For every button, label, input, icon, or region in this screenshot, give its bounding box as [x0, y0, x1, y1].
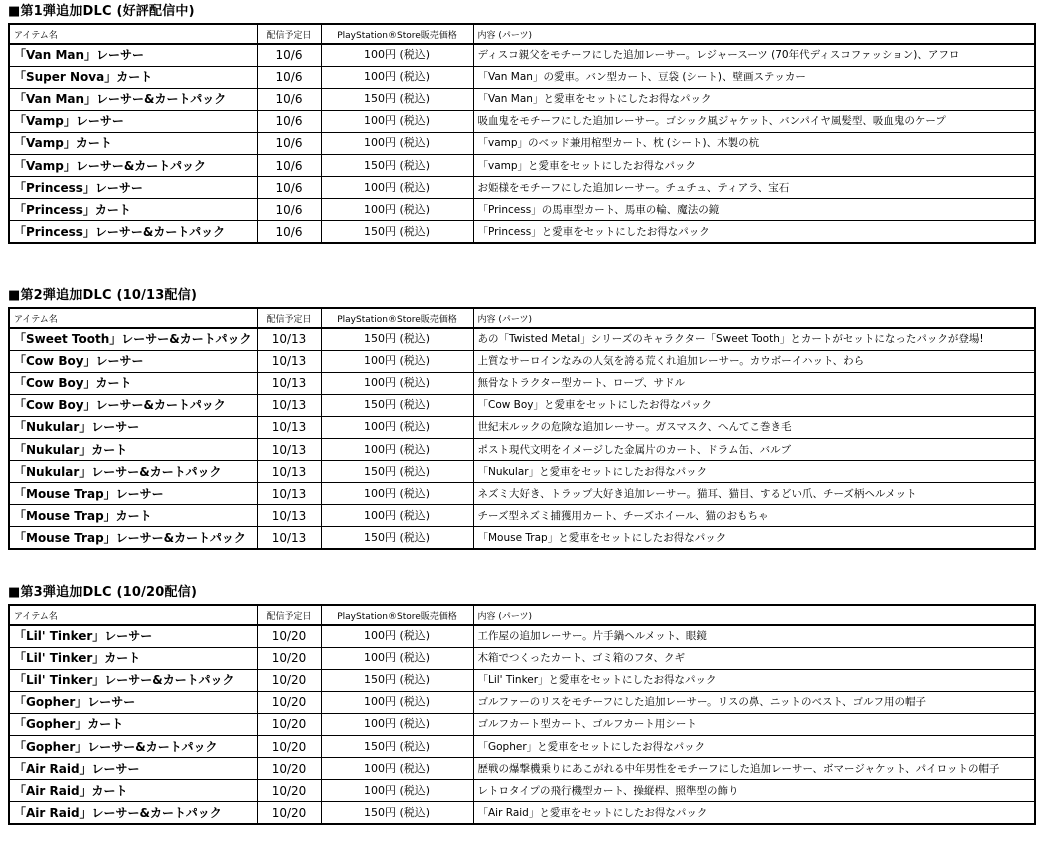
price-cell: 100円 (税込) [321, 44, 473, 66]
contents-cell: 工作屋の追加レーサー。片手鍋ヘルメット、眼鏡 [473, 625, 1035, 647]
dlc-table [8, 307, 1036, 550]
release-date-cell: 10/13 [257, 416, 321, 438]
item-name-cell: 「Mouse Trap」カート [9, 505, 257, 527]
header-release-date: 配信予定日 [257, 308, 321, 328]
item-name-cell: 「Air Raid」カート [9, 780, 257, 802]
contents-cell: ゴルファーのリスをモチーフにした追加レーサー。リスの鼻、ニットのベスト、ゴルフ用の帽子 [473, 691, 1035, 713]
table-row [9, 416, 1035, 438]
table-row [9, 735, 1035, 757]
price-cell: 150円 (税込) [321, 461, 473, 483]
item-name-cell: 「Van Man」レーサー&カートパック [9, 88, 257, 110]
price-cell: 100円 (税込) [321, 780, 473, 802]
release-date-cell: 10/6 [257, 88, 321, 110]
item-name-cell: 「Van Man」レーサー [9, 44, 257, 66]
header-item-name: アイテム名 [9, 605, 257, 625]
price-cell: 100円 (税込) [321, 483, 473, 505]
contents-cell: ポスト現代文明をイメージした金属片のカート、ドラム缶、バルブ [473, 438, 1035, 460]
release-date-cell: 10/13 [257, 328, 321, 350]
release-date-cell: 10/6 [257, 221, 321, 243]
contents-cell: 木箱でつくったカート、ゴミ箱のフタ、クギ [473, 647, 1035, 669]
contents-cell: 「Lil' Tinker」と愛車をセットにしたお得なパック [473, 669, 1035, 691]
header-item-name: アイテム名 [9, 308, 257, 328]
table-row [9, 88, 1035, 110]
dlc-section-2 [8, 285, 1034, 550]
release-date-cell: 10/13 [257, 350, 321, 372]
table-row [9, 527, 1035, 549]
table-row [9, 438, 1035, 460]
header-release-date: 配信予定日 [257, 605, 321, 625]
release-date-cell: 10/6 [257, 66, 321, 88]
release-date-cell: 10/13 [257, 483, 321, 505]
price-cell: 150円 (税込) [321, 735, 473, 757]
table-header-row [9, 24, 1035, 44]
price-cell: 100円 (税込) [321, 647, 473, 669]
header-contents: 内容 (パーツ) [473, 605, 1035, 625]
table-header-row [9, 605, 1035, 625]
table-row [9, 461, 1035, 483]
price-cell: 150円 (税込) [321, 221, 473, 243]
table-row [9, 647, 1035, 669]
release-date-cell: 10/6 [257, 154, 321, 176]
table-row [9, 505, 1035, 527]
contents-cell: あの「Twisted Metal」シリーズのキャラクター「Sweet Tooth」とカートがセットになったパックが登場! [473, 328, 1035, 350]
price-cell: 100円 (税込) [321, 758, 473, 780]
price-cell: 100円 (税込) [321, 691, 473, 713]
item-name-cell: 「Air Raid」レーサー&カートパック [9, 802, 257, 824]
price-cell: 100円 (税込) [321, 416, 473, 438]
table-row [9, 154, 1035, 176]
release-date-cell: 10/13 [257, 505, 321, 527]
table-row [9, 132, 1035, 154]
release-date-cell: 10/6 [257, 110, 321, 132]
release-date-cell: 10/20 [257, 735, 321, 757]
contents-cell: 「Van Man」の愛車。バン型カート、豆袋 (シート)、壁画ステッカー [473, 66, 1035, 88]
table-row [9, 372, 1035, 394]
price-cell: 100円 (税込) [321, 199, 473, 221]
section-title: ■第3弾追加DLC (10/20配信) [8, 585, 198, 600]
price-cell: 150円 (税込) [321, 669, 473, 691]
price-cell: 150円 (税込) [321, 328, 473, 350]
item-name-cell: 「Air Raid」レーサー [9, 758, 257, 780]
table-header-row [9, 308, 1035, 328]
contents-cell: 「Princess」の馬車型カート、馬車の輪、魔法の鏡 [473, 199, 1035, 221]
release-date-cell: 10/20 [257, 647, 321, 669]
contents-cell: 「Air Raid」と愛車をセットにしたお得なパック [473, 802, 1035, 824]
item-name-cell: 「Mouse Trap」レーサー&カートパック [9, 527, 257, 549]
release-date-cell: 10/13 [257, 461, 321, 483]
table-row [9, 177, 1035, 199]
price-cell: 100円 (税込) [321, 177, 473, 199]
contents-cell: チーズ型ネズミ捕獲用カート、チーズホイール、猫のおもちゃ [473, 505, 1035, 527]
item-name-cell: 「Cow Boy」レーサー&カートパック [9, 394, 257, 416]
contents-cell: 世紀末ルックの危険な追加レーサー。ガスマスク、へんてこ巻き毛 [473, 416, 1035, 438]
release-date-cell: 10/13 [257, 527, 321, 549]
table-row [9, 394, 1035, 416]
item-name-cell: 「Sweet Tooth」レーサー&カートパック [9, 328, 257, 350]
contents-cell: 「vamp」のベッド兼用棺型カート、枕 (シート)、木製の杭 [473, 132, 1035, 154]
item-name-cell: 「Princess」レーサー [9, 177, 257, 199]
header-store-price: PlayStation®Store販売価格 [321, 24, 473, 44]
table-row [9, 713, 1035, 735]
item-name-cell: 「Princess」レーサー&カートパック [9, 221, 257, 243]
header-release-date: 配信予定日 [257, 24, 321, 44]
release-date-cell: 10/20 [257, 802, 321, 824]
item-name-cell: 「Nukular」レーサー [9, 416, 257, 438]
contents-cell: 「Van Man」と愛車をセットにしたお得なパック [473, 88, 1035, 110]
table-row [9, 328, 1035, 350]
header-contents: 内容 (パーツ) [473, 24, 1035, 44]
release-date-cell: 10/20 [257, 758, 321, 780]
release-date-cell: 10/6 [257, 44, 321, 66]
release-date-cell: 10/20 [257, 780, 321, 802]
table-row [9, 44, 1035, 66]
contents-cell: 無骨なトラクター型カート、ロープ、サドル [473, 372, 1035, 394]
item-name-cell: 「Gopher」カート [9, 713, 257, 735]
release-date-cell: 10/13 [257, 438, 321, 460]
contents-cell: 上質なサーロインなみの人気を誇る荒くれ追加レーサー。カウボーイハット、わら [473, 350, 1035, 372]
contents-cell: レトロタイプの飛行機型カート、操縦桿、照準型の飾り [473, 780, 1035, 802]
price-cell: 100円 (税込) [321, 372, 473, 394]
table-row [9, 625, 1035, 647]
dlc-section-3 [8, 582, 1034, 825]
table-row [9, 758, 1035, 780]
price-cell: 100円 (税込) [321, 625, 473, 647]
dlc-table [8, 23, 1036, 244]
section-title: ■第1弾追加DLC (好評配信中) [8, 4, 195, 19]
release-date-cell: 10/6 [257, 177, 321, 199]
contents-cell: 「Nukular」と愛車をセットにしたお得なパック [473, 461, 1035, 483]
price-cell: 100円 (税込) [321, 505, 473, 527]
release-date-cell: 10/6 [257, 132, 321, 154]
header-store-price: PlayStation®Store販売価格 [321, 605, 473, 625]
header-store-price: PlayStation®Store販売価格 [321, 308, 473, 328]
contents-cell: 吸血鬼をモチーフにした追加レーサー。ゴシック風ジャケット、バンパイヤ風髪型、吸血鬼のケープ [473, 110, 1035, 132]
contents-cell: ディスコ親父をモチーフにした追加レーサー。レジャースーツ (70年代ディスコファッション)、アフロ [473, 44, 1035, 66]
item-name-cell: 「Cow Boy」レーサー [9, 350, 257, 372]
release-date-cell: 10/20 [257, 625, 321, 647]
item-name-cell: 「Vamp」カート [9, 132, 257, 154]
table-row [9, 66, 1035, 88]
item-name-cell: 「Princess」カート [9, 199, 257, 221]
table-row [9, 110, 1035, 132]
item-name-cell: 「Lil' Tinker」レーサー&カートパック [9, 669, 257, 691]
item-name-cell: 「Vamp」レーサー [9, 110, 257, 132]
release-date-cell: 10/6 [257, 199, 321, 221]
item-name-cell: 「Mouse Trap」レーサー [9, 483, 257, 505]
table-row [9, 669, 1035, 691]
table-row [9, 802, 1035, 824]
release-date-cell: 10/13 [257, 372, 321, 394]
item-name-cell: 「Lil' Tinker」カート [9, 647, 257, 669]
price-cell: 100円 (税込) [321, 438, 473, 460]
price-cell: 150円 (税込) [321, 88, 473, 110]
table-row [9, 780, 1035, 802]
item-name-cell: 「Gopher」レーサー&カートパック [9, 735, 257, 757]
release-date-cell: 10/20 [257, 713, 321, 735]
price-cell: 150円 (税込) [321, 154, 473, 176]
item-name-cell: 「Lil' Tinker」レーサー [9, 625, 257, 647]
item-name-cell: 「Cow Boy」カート [9, 372, 257, 394]
price-cell: 100円 (税込) [321, 110, 473, 132]
contents-cell: 「Princess」と愛車をセットにしたお得なパック [473, 221, 1035, 243]
contents-cell: 「Mouse Trap」と愛車をセットにしたお得なパック [473, 527, 1035, 549]
item-name-cell: 「Super Nova」カート [9, 66, 257, 88]
contents-cell: 歴戦の爆撃機乗りにあこがれる中年男性をモチーフにした追加レーサー、ボマージャケット、パイロットの帽子 [473, 758, 1035, 780]
price-cell: 100円 (税込) [321, 713, 473, 735]
dlc-table [8, 604, 1036, 825]
price-cell: 150円 (税込) [321, 527, 473, 549]
section-title: ■第2弾追加DLC (10/13配信) [8, 288, 198, 303]
release-date-cell: 10/13 [257, 394, 321, 416]
price-cell: 100円 (税込) [321, 132, 473, 154]
table-row [9, 350, 1035, 372]
table-row [9, 691, 1035, 713]
contents-cell: ゴルフカート型カート、ゴルフカート用シート [473, 713, 1035, 735]
price-cell: 150円 (税込) [321, 802, 473, 824]
table-row [9, 199, 1035, 221]
contents-cell: 「Cow Boy」と愛車をセットにしたお得なパック [473, 394, 1035, 416]
item-name-cell: 「Nukular」カート [9, 438, 257, 460]
item-name-cell: 「Gopher」レーサー [9, 691, 257, 713]
table-row [9, 483, 1035, 505]
price-cell: 150円 (税込) [321, 394, 473, 416]
price-cell: 100円 (税込) [321, 66, 473, 88]
contents-cell: お姫様をモチーフにした追加レーサー。チュチュ、ティアラ、宝石 [473, 177, 1035, 199]
release-date-cell: 10/20 [257, 669, 321, 691]
item-name-cell: 「Vamp」レーサー&カートパック [9, 154, 257, 176]
contents-cell: 「vamp」と愛車をセットにしたお得なパック [473, 154, 1035, 176]
item-name-cell: 「Nukular」レーサー&カートパック [9, 461, 257, 483]
release-date-cell: 10/20 [257, 691, 321, 713]
table-row [9, 221, 1035, 243]
header-contents: 内容 (パーツ) [473, 308, 1035, 328]
contents-cell: 「Gopher」と愛車をセットにしたお得なパック [473, 735, 1035, 757]
contents-cell: ネズミ大好き、トラップ大好き追加レーサー。猫耳、猫目、するどい爪、チーズ柄ヘルメット [473, 483, 1035, 505]
price-cell: 100円 (税込) [321, 350, 473, 372]
dlc-section-1 [8, 1, 1034, 244]
header-item-name: アイテム名 [9, 24, 257, 44]
